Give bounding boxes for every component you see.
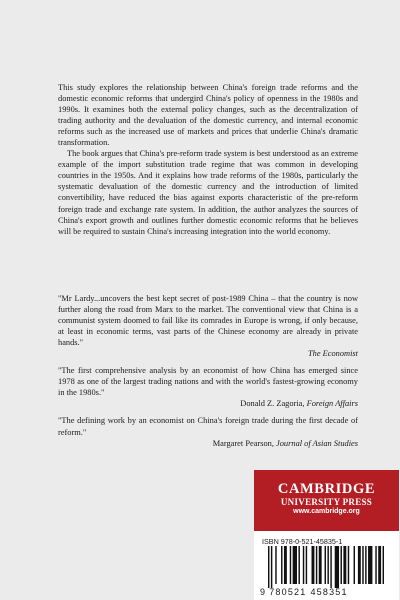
attribution-publication: Foreign Affairs [306,399,358,409]
quote-attribution [58,398,358,409]
barcode-digit-group-2: 458351 [310,587,348,597]
description-paragraph-1: This study explores the relationship between China's foreign trade reforms and the domestic economic reforms that undergird China's policy of openness in the 1980s and 1990s. It examines both the external policy changes, such as the decentralization of trading authority and the devaluation of the domestic currency, and internal economic reforms such as the increased use of markets and prices that underlie China's dramatic transformation. [58,83,358,148]
attribution-name: Donald Z. Zagoria, [240,399,305,409]
review-quotes [58,293,358,455]
book-description [58,82,358,237]
attribution-publication: The Economist [307,349,358,359]
attribution-publication: Journal of Asian Studies [276,438,358,448]
barcode-digits [260,587,348,597]
quote-text: "Mr Lardy...uncovers the best kept secret of post-1989 China – that the country is now further along the road from Marx to the market. The conventional view that China is a communist system doomed to fail like its comrades in Europe is wrong, if only because, at least in economic terms, vast parts of the Chinese economy are already in private hands." [58,294,358,348]
publisher-name: CAMBRIDGE [277,481,376,497]
isbn-barcode-panel [254,531,399,600]
isbn-label: ISBN 978-0-521-45835-1 [262,537,343,546]
quote-attribution [58,348,358,359]
publisher-url: www.cambridge.org [293,508,360,515]
barcode-digit-first: 9 [260,587,267,597]
quote-text: "The defining work by an economist on China's foreign trade during the first decade of reform." [58,416,358,437]
publisher-logo [254,470,399,531]
review-quote [58,365,358,409]
publisher-press: UNIVERSITY PRESS [280,497,373,507]
review-quote [58,293,358,359]
review-quote [58,415,358,448]
barcode-icon [264,546,389,588]
barcode-digit-group-1: 780521 [269,587,307,597]
description-paragraph-2: The book argues that China's pre-reform trade system is best understood as an extreme example of the import substitution trade regime that was common in developing countries in the 1950s. And it explains how trade reforms of the 1980s, particularly the systematic devaluation of the domestic currency and the introduction of limited convertibility, have reduced the bias against exports characteristic of the pre-reform foreign trade and exchange rate system. In addition, the author analyzes the sources of China's export growth and outlines further domestic economic reforms that he believes will be required to sustain China's increasing integration into the world economy. [58,149,358,236]
quote-attribution [58,438,358,449]
attribution-name: Margaret Pearson, [212,438,274,448]
quote-text: "The first comprehensive analysis by an economist of how China has emerged since 1978 as one of the largest trading nations and with the world's fastest-growing economy in the 1980s." [58,366,358,398]
